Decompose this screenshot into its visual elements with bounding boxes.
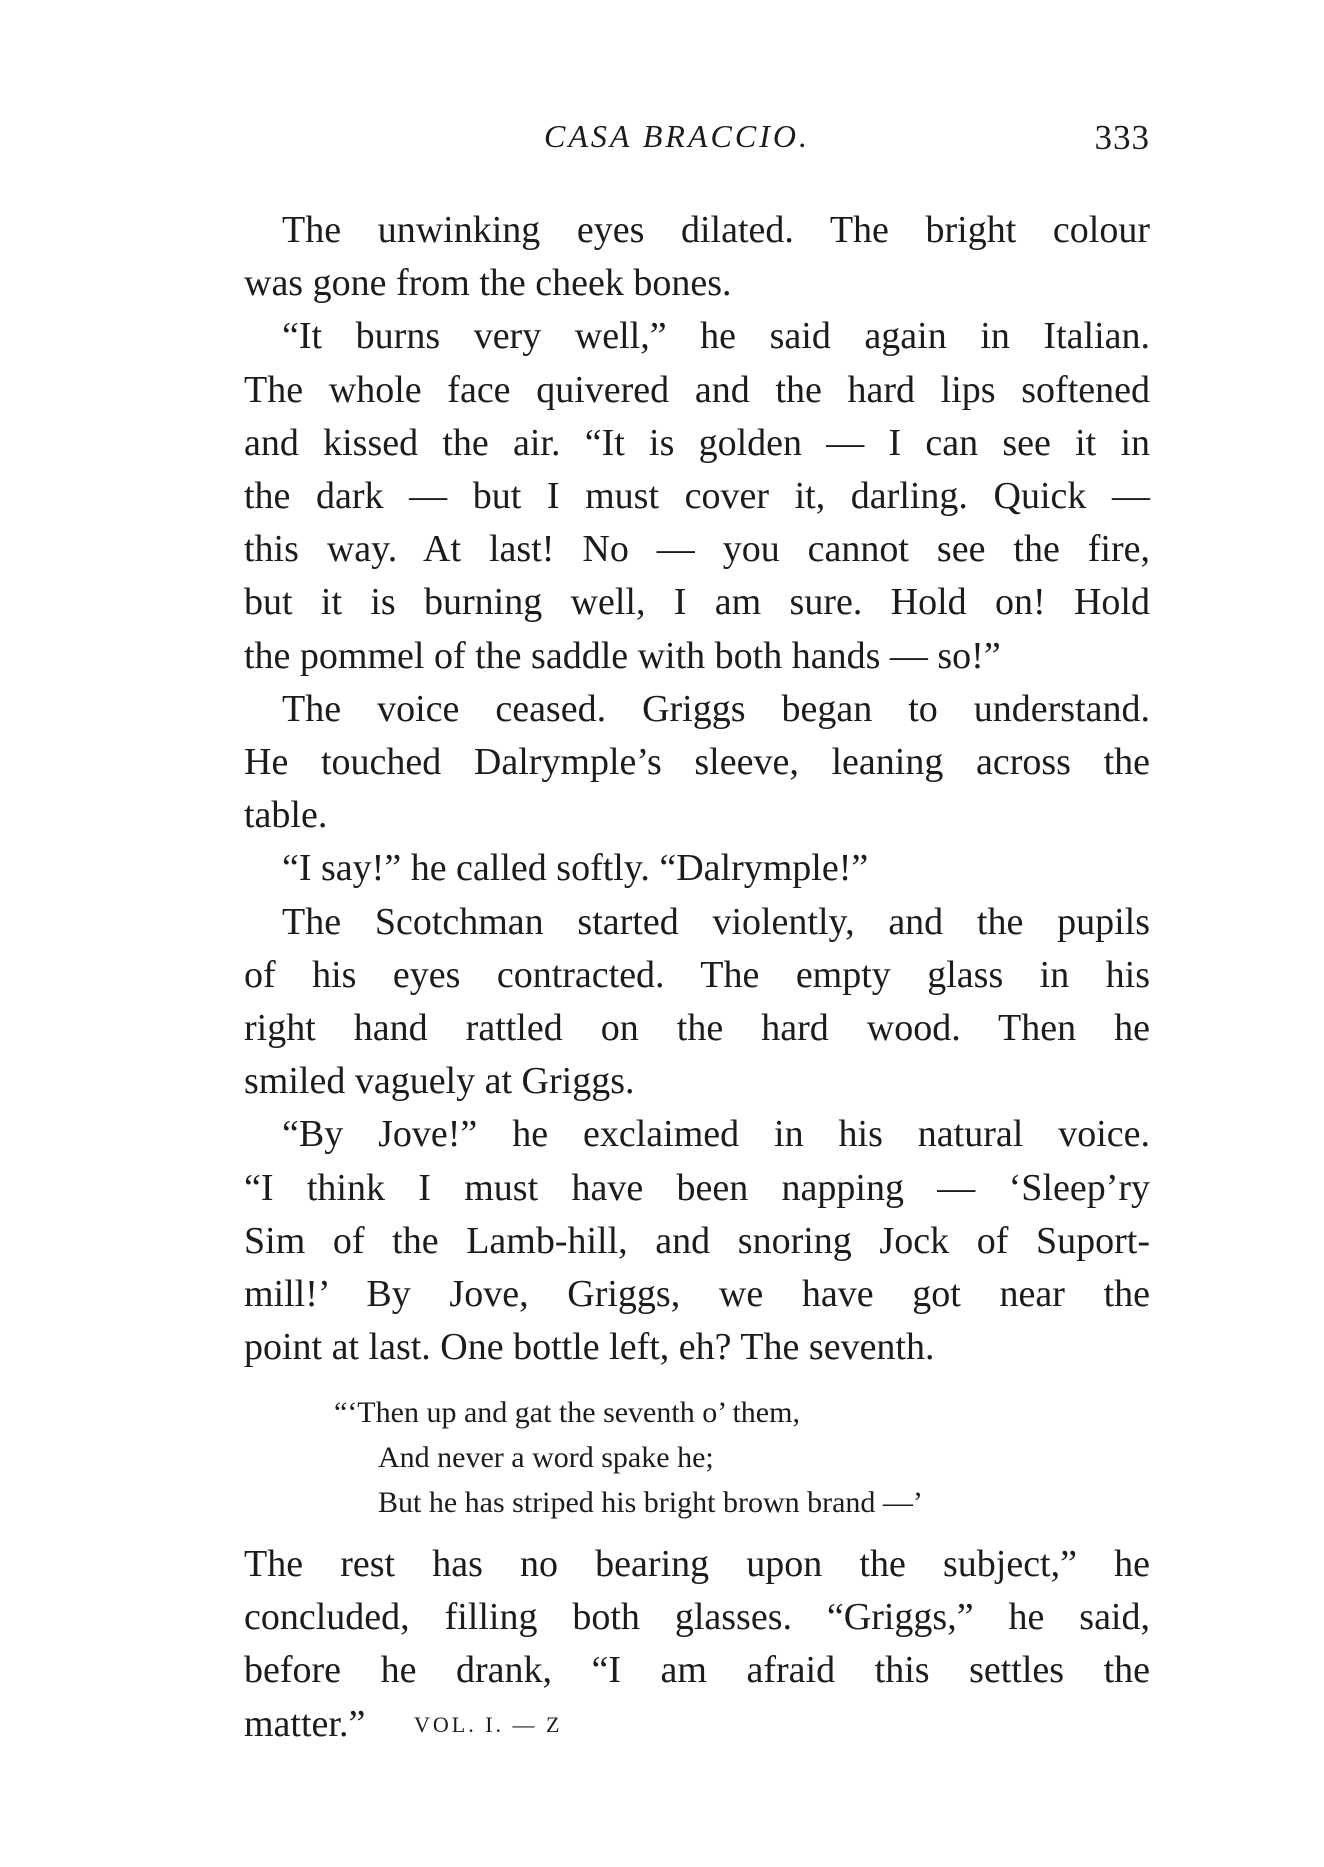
text-line: but it is burning well, I am sure. Hold on! Hold xyxy=(244,581,1150,624)
text-line: The voice ceased. Griggs began to understand. xyxy=(282,687,1150,730)
text-line: The Scotchman started violently, and the pupils xyxy=(282,900,1150,943)
text-line: the pommel of the saddle with both hands — so!” xyxy=(244,634,1001,677)
main-text xyxy=(244,204,1150,1374)
text-line: of his eyes contracted. The empty glass in his xyxy=(244,953,1150,996)
page-number: 333 xyxy=(1094,118,1150,157)
text-line: and kissed the air. “It is golden — I can see it in xyxy=(244,421,1150,464)
text-line: smiled vaguely at Griggs. xyxy=(244,1060,635,1103)
text-line: this way. At last! No — you cannot see the fire, xyxy=(244,528,1150,571)
running-title: CASA BRACCIO. xyxy=(544,118,810,154)
text-line: “It burns very well,” he said again in Italian. xyxy=(282,315,1150,358)
text-line: “I think I must have been napping — ‘Sleep’ry xyxy=(244,1166,1150,1209)
text-line: “I say!” he called softly. “Dalrymple!” xyxy=(282,847,869,890)
verse-quotation xyxy=(334,1390,923,1525)
text-line: right hand rattled on the hard wood. Then he xyxy=(244,1007,1150,1050)
text-line: matter.” xyxy=(244,1702,366,1745)
text-line: “By Jove!” he exclaimed in his natural voice. xyxy=(282,1113,1150,1156)
text-line: The unwinking eyes dilated. The bright colour xyxy=(282,209,1150,251)
signature-mark: VOL. I. — Z xyxy=(414,1712,563,1737)
text-line: He touched Dalrymple’s sleeve, leaning across the xyxy=(244,741,1150,784)
verse-line: “‘Then up and gat the seventh o’ them, xyxy=(334,1396,800,1429)
verse-line: And never a word spake he; xyxy=(378,1441,714,1474)
text-line: The whole face quivered and the hard lips softened xyxy=(244,368,1150,411)
text-line: the dark — but I must cover it, darling. Quick — xyxy=(244,475,1150,518)
text-line: concluded, filling both glasses. “Griggs,” he said, xyxy=(244,1596,1150,1639)
page-header xyxy=(244,118,1150,168)
text-line: was gone from the cheek bones. xyxy=(244,262,732,305)
text-line: mill!’ By Jove, Griggs, we have got near the xyxy=(244,1273,1150,1316)
text-line: The rest has no bearing upon the subject,” he xyxy=(244,1543,1150,1585)
text-line: before he drank, “I am afraid this settles the xyxy=(244,1649,1150,1692)
verse-line: But he has striped his bright brown brand —’ xyxy=(378,1486,923,1519)
text-line: Sim of the Lamb-hill, and snoring Jock of Suport- xyxy=(244,1219,1150,1262)
text-line: table. xyxy=(244,794,328,837)
closing-text xyxy=(244,1538,1150,1751)
text-line: point at last. One bottle left, eh? The seventh. xyxy=(244,1326,935,1369)
